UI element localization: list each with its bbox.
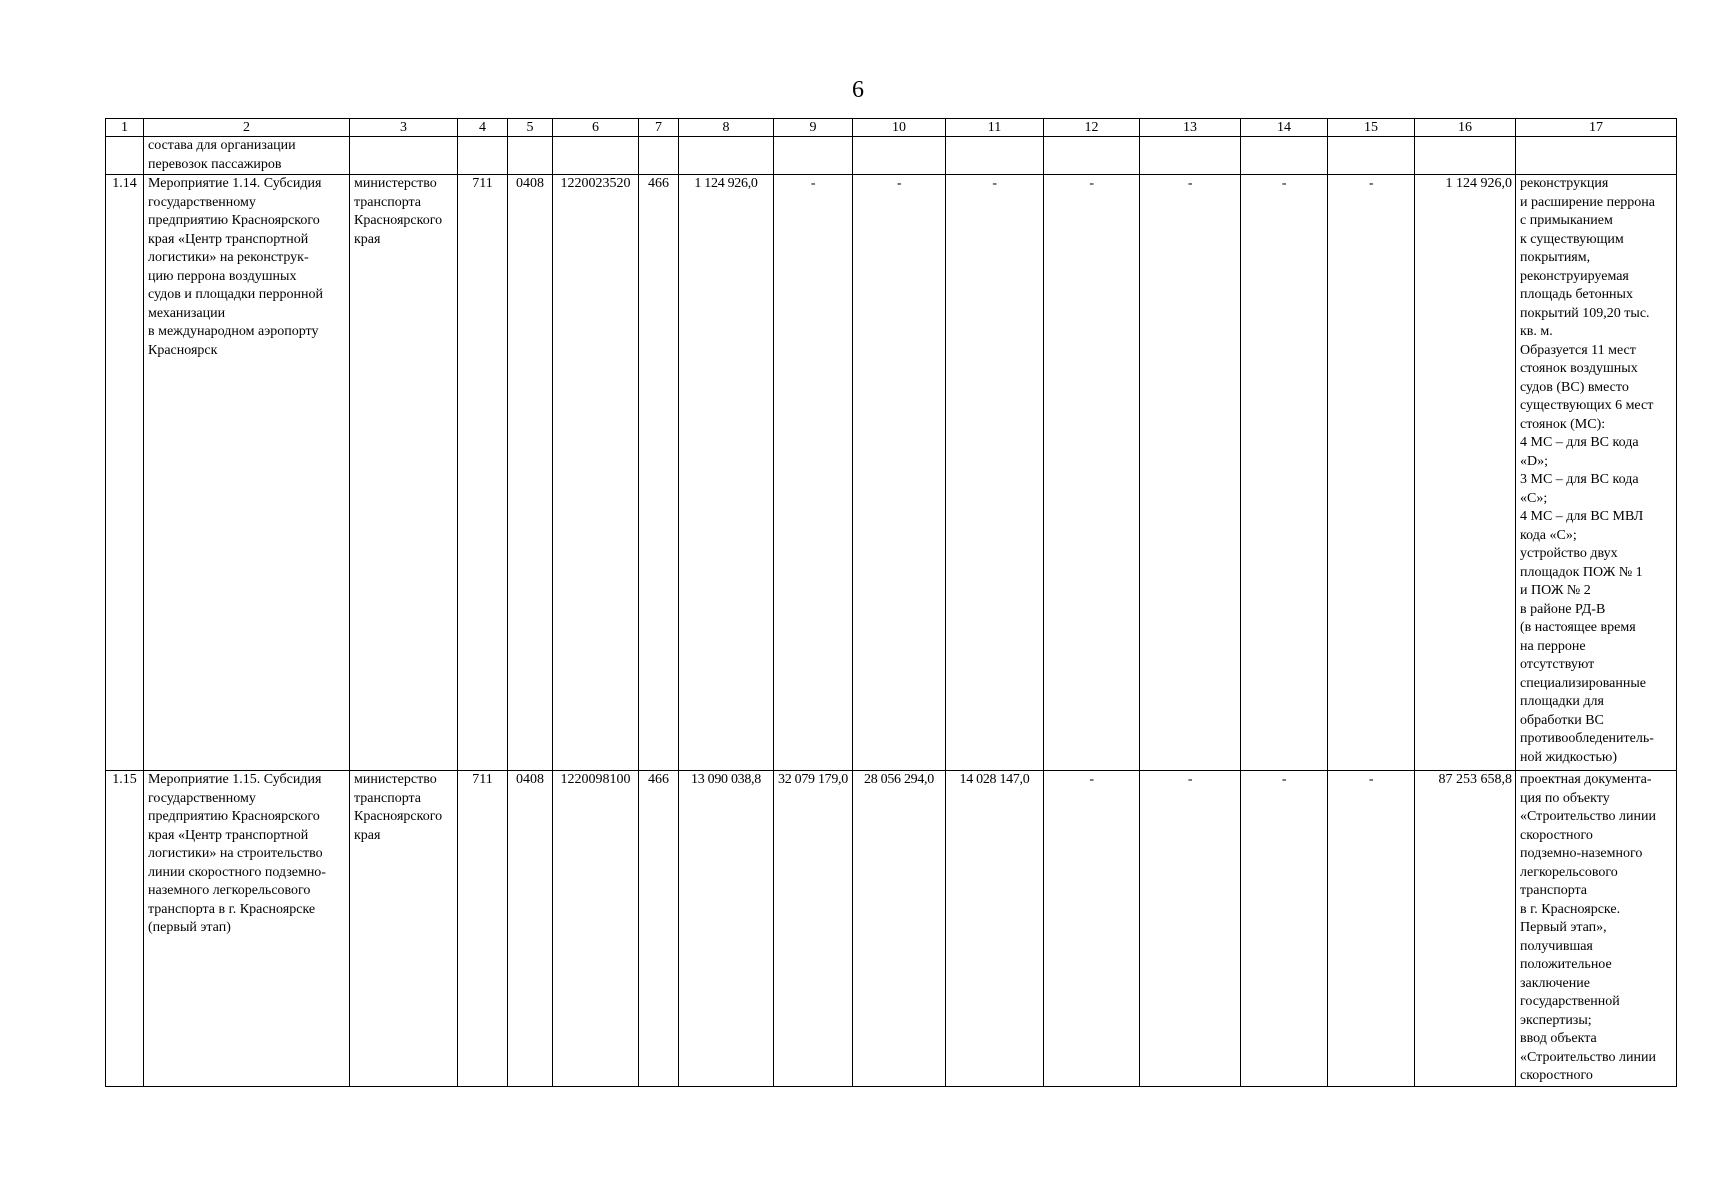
amount-cell: 1 124 926,0	[679, 175, 774, 771]
table-cell	[350, 137, 458, 175]
table-cell: 466	[639, 175, 679, 771]
expected-result-cell: проектная документа- ция по объекту «Строительство линии скоростного подземно-наземного легкорельсового транспорта в г. Красноярске. Первый этап», получившая положительное заключение государственной экспертизы; ввод объекта «Строительство линии скоростного	[1516, 771, 1677, 1087]
executor-cell: министерство транспорта Красноярского края	[350, 175, 458, 771]
table-cell	[106, 137, 144, 175]
header-cell: 4	[458, 119, 508, 137]
table-cell	[1241, 137, 1328, 175]
amount-cell: -	[1328, 771, 1415, 1087]
table-cell	[679, 137, 774, 175]
table-cell	[639, 137, 679, 175]
amount-cell: 14 028 147,0	[946, 771, 1044, 1087]
table-cell	[553, 137, 639, 175]
header-cell: 10	[853, 119, 946, 137]
table-cell	[458, 137, 508, 175]
header-cell: 16	[1415, 119, 1516, 137]
header-cell: 11	[946, 119, 1044, 137]
header-cell: 1	[106, 119, 144, 137]
table-cell: 711	[458, 771, 508, 1087]
amount-cell: -	[1044, 771, 1140, 1087]
table-cell	[1328, 137, 1415, 175]
amount-cell: -	[1140, 771, 1241, 1087]
page-number: 6	[852, 77, 864, 103]
row-number-cell: 1.14	[106, 175, 144, 771]
amount-cell: -	[1328, 175, 1415, 771]
header-cell: 15	[1328, 119, 1415, 137]
amount-cell: -	[946, 175, 1044, 771]
table-row	[106, 771, 1677, 1087]
table-cell	[774, 137, 853, 175]
total-amount-cell: 1 124 926,0	[1415, 175, 1516, 771]
amount-cell: 13 090 038,8	[679, 771, 774, 1087]
expected-result-cell: реконструкция и расширение перрона с примыканием к существующим покрытиям, реконструируемая площадь бетонных покрытий 109,20 тыс. кв. м. Образуется 11 мест стоянок воздушных судов (ВС) вместо существующих 6 мест стоянок (МС): 4 МС – для ВС кода «D»; 3 МС – для ВС кода «C»; 4 МС – для ВС МВЛ кода «C»; устройство двух площадок ПОЖ № 1 и ПОЖ № 2 в районе РД-В (в настоящее время на перроне отсутствуют специализированные площадки для обработки ВС противообледенитель- ной жидкостью)	[1516, 175, 1677, 771]
amount-cell: -	[1044, 175, 1140, 771]
activity-name-cell: Мероприятие 1.15. Субсидия государственному предприятию Красноярского края «Центр транспортной логистики» на строительство линии скоростного подземно- наземного легкорельсового транспорта в г. Красноярске (первый этап)	[144, 771, 350, 1087]
activity-name-cell: Мероприятие 1.14. Субсидия государственному предприятию Красноярского края «Центр транспортной логистики» на реконструк- цию перрона воздушных судов и площадки перронной механизации в международном аэропорту Красноярск	[144, 175, 350, 771]
table-cell	[1516, 137, 1677, 175]
amount-cell: -	[1140, 175, 1241, 771]
table-cell: 0408	[508, 771, 553, 1087]
header-cell: 8	[679, 119, 774, 137]
table-cell	[1140, 137, 1241, 175]
table-cell	[853, 137, 946, 175]
table-cell: 0408	[508, 175, 553, 771]
table-header-row	[106, 119, 1677, 137]
table-cell: 1220098100	[553, 771, 639, 1087]
amount-cell: 32 079 179,0	[774, 771, 853, 1087]
table-cell	[508, 137, 553, 175]
total-amount-cell: 87 253 658,8	[1415, 771, 1516, 1087]
amount-cell: -	[1241, 175, 1328, 771]
header-cell: 12	[1044, 119, 1140, 137]
row-number-cell: 1.15	[106, 771, 144, 1087]
header-cell: 17	[1516, 119, 1677, 137]
table-row	[106, 175, 1677, 771]
table-cell	[1044, 137, 1140, 175]
header-cell: 13	[1140, 119, 1241, 137]
table-row-continuation	[106, 137, 1677, 175]
table-cell: 1220023520	[553, 175, 639, 771]
header-cell: 6	[553, 119, 639, 137]
budget-table	[105, 118, 1677, 1087]
activity-name-cell: состава для организации перевозок пассажиров	[144, 137, 350, 175]
amount-cell: -	[853, 175, 946, 771]
amount-cell: -	[774, 175, 853, 771]
amount-cell: -	[1241, 771, 1328, 1087]
header-cell: 2	[144, 119, 350, 137]
executor-cell: министерство транспорта Красноярского края	[350, 771, 458, 1087]
table-cell: 711	[458, 175, 508, 771]
table-cell	[946, 137, 1044, 175]
header-cell: 7	[639, 119, 679, 137]
table-cell	[1415, 137, 1516, 175]
amount-cell: 28 056 294,0	[853, 771, 946, 1087]
header-cell: 3	[350, 119, 458, 137]
table-cell: 466	[639, 771, 679, 1087]
header-cell: 5	[508, 119, 553, 137]
header-cell: 9	[774, 119, 853, 137]
header-cell: 14	[1241, 119, 1328, 137]
